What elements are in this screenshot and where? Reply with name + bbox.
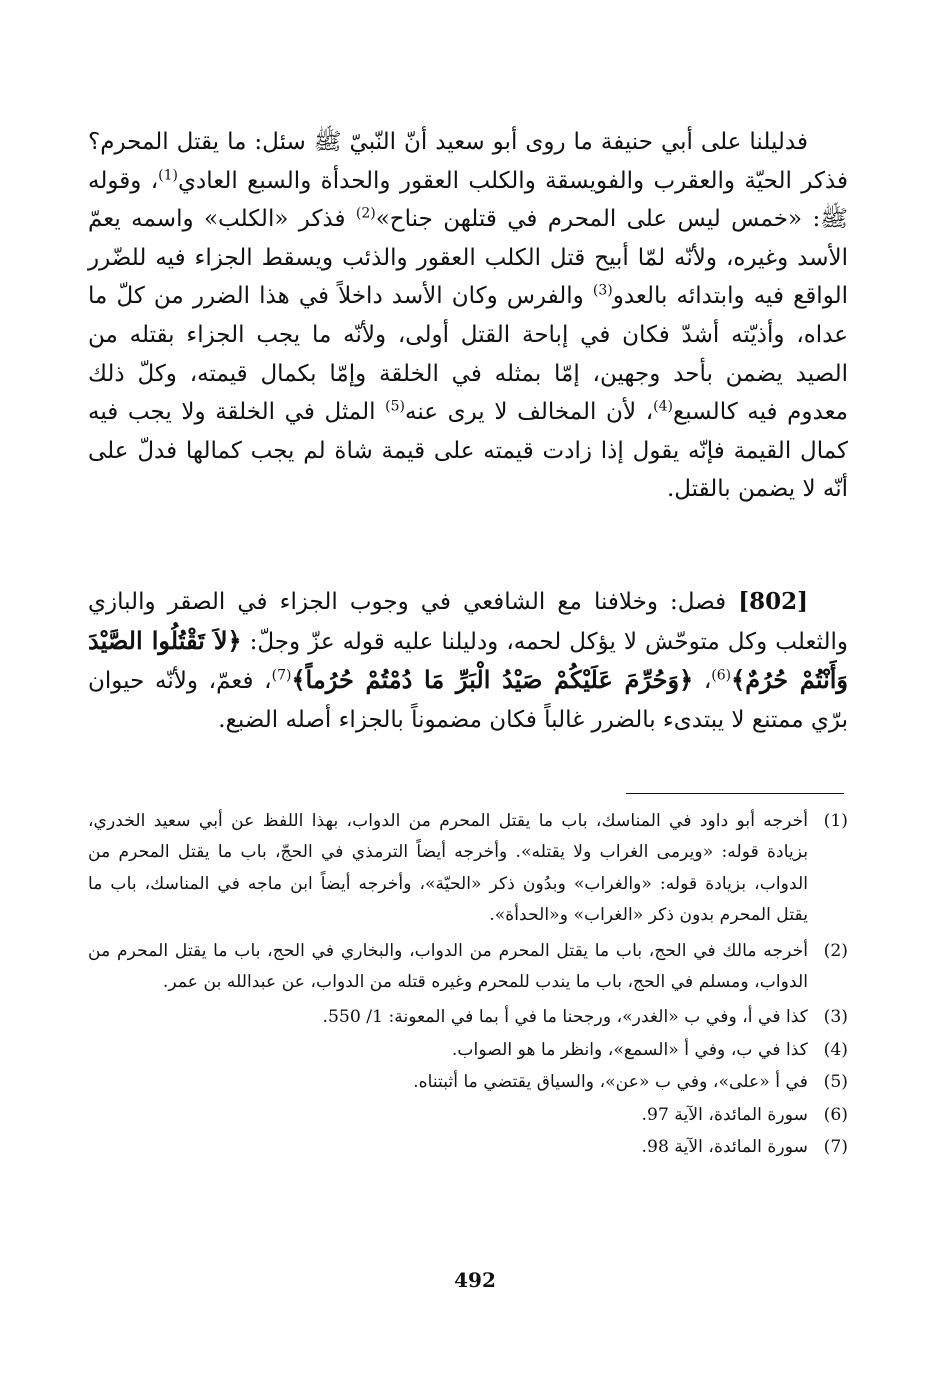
footnote-text: سورة المائدة، الآية 98.	[641, 1137, 808, 1158]
footnote-3	[88, 1002, 848, 1033]
footnote-text: أخرجه مالك في الحج، باب ما يقتل المحرم من الدواب، والبخاري في الحج، باب ما يقتل المحرم من الدواب، ومسلم في الحج، باب ما يندب للمحرم وغيره قتله من الدواب، عن عبدالله بن عمر.	[88, 940, 808, 993]
footnote-number: (3)	[823, 1007, 848, 1028]
footnote-number: (5)	[823, 1072, 848, 1093]
text-run: المثل في الخلقة ولا يجب فيه كمال القيمة فإنّه يقول إذا زادت قيمته على قيمة شاة لم يجب كمالها فدلّ على أنّه لا يضمن بالقتل.	[88, 399, 848, 503]
footnote-separator	[626, 793, 844, 794]
footnote-text: في أ «على»، وفي ب «عن»، والسياق يقتضي ما أثبتناه.	[413, 1072, 808, 1093]
text-run: ،	[693, 668, 712, 695]
footnote-ref-7[interactable]: (7)	[271, 667, 292, 684]
footnote-6	[88, 1100, 848, 1131]
footnote-ref-6[interactable]: (6)	[711, 667, 732, 684]
footnote-1	[88, 806, 848, 932]
text-run: والفرس وكان الأسد داخلاً في هذا الضرر من كلّ ما عداه، وأذيّته أشدّ فكان في إباحة القتل أولى، ولأنّه ما يجب الجزاء بقتله من الصيد يضمن بأحد وجهين، إمّا بمثله في الخلقة وإمّا بكمال قيمته، وكلّ ذلك معدوم فيه كالسبع	[88, 283, 849, 426]
footnote-number: (1)	[823, 811, 848, 831]
text-run: فصل: وخلافنا مع الشافعي في وجوب الجزاء في الصقر والبازي والثعلب وكل متوحّش لا يؤكل لحمه، ودليلنا عليه قوله عزّ وجلّ:	[88, 589, 848, 655]
text-run: ، لأن المخالف لا يرى عنه	[404, 399, 654, 426]
footnote-4	[88, 1035, 848, 1066]
paragraph-1	[88, 123, 848, 509]
text-run: ، فعمّ، ولأنّه حيوان برّي ممتنع لا يبتدىء بالضرر غالباً فكان مضموناً بالجزاء أصله الضبع.	[88, 668, 848, 733]
footnote-ref-2[interactable]: (2)	[355, 205, 376, 222]
footnote-7	[88, 1132, 848, 1163]
footnote-text: أخرجه أبو داود في المناسك، باب ما يقتل المحرم من الدواب، بهذا اللفظ عن أبي سعيد الخدري، بزيادة قوله: «ويرمى الغراب ولا يقتله». وأخرجه أيضاً الترمذي في الحجّ، باب ما يقتل المحرم من الدواب، بزيادة قوله: «والغراب» وبدُون ذكر «الحيّة»، وأخرجه أيضاً ابن ماجه في المناسك، باب ما يقتل المحرم بدون ذكر «الغراب» و«الحدأة».	[88, 811, 808, 926]
footnote-ref-5[interactable]: (5)	[385, 398, 405, 415]
footnote-text: كذا في أ، وفي ب «الغدر»، ورجحنا ما في أ بما في المعونة: 1/ 550.	[322, 1007, 808, 1028]
section-number: [802]	[738, 588, 808, 615]
footnote-ref-4[interactable]: (4)	[653, 398, 673, 415]
footnote-ref-3[interactable]: (3)	[592, 282, 613, 299]
footnote-number: (4)	[823, 1039, 848, 1060]
footnote-number: (2)	[823, 940, 848, 961]
footnote-5	[88, 1067, 848, 1098]
paragraph-2	[88, 583, 848, 739]
footnote-number: (6)	[823, 1104, 848, 1125]
footnote-2	[88, 936, 848, 999]
footnotes	[88, 806, 848, 1164]
text-run: ، وقوله ﷺ: «خمس ليس على المحرم في قتلهن جناح»	[88, 167, 848, 233]
quran-verse-1: ﴿لاَ تَقْتُلُوا الصَّيْدَ وَأَنْتُمْ حُرُمٌ﴾	[88, 625, 849, 695]
footnote-text: كذا في ب، وفي أ «السمع»، وانظر ما هو الصواب.	[451, 1039, 808, 1060]
footnote-ref-1[interactable]: (1)	[158, 166, 178, 183]
footnote-text: سورة المائدة، الآية 97.	[641, 1104, 808, 1125]
footnote-number: (7)	[823, 1137, 848, 1158]
page-number: 492	[454, 1268, 496, 1292]
text-run: فذكر «الكلب» واسمه يعمّ الأسد وغيره، ولأنّه لمّا أبيح قتل الكلب العقور والذئب ويسقط الجزاء فيه للضّرر الواقع فيه وابتدائه بالعدو	[88, 206, 848, 310]
quran-verse-2: ﴿وَحُرِّمَ عَلَيْكُمْ صَيْدُ الْبَرِّ مَا دُمْتُمْ حُرُماً﴾	[291, 665, 694, 695]
text-run: فدليلنا على أبي حنيفة ما روى أبو سعيد أنّ النّبيّ ﷺ سئل: ما يقتل المحرم؟ فذكر الحيّة والعقرب والفويسقة والكلب العقور والحدأة والسبع العادي	[88, 129, 848, 194]
